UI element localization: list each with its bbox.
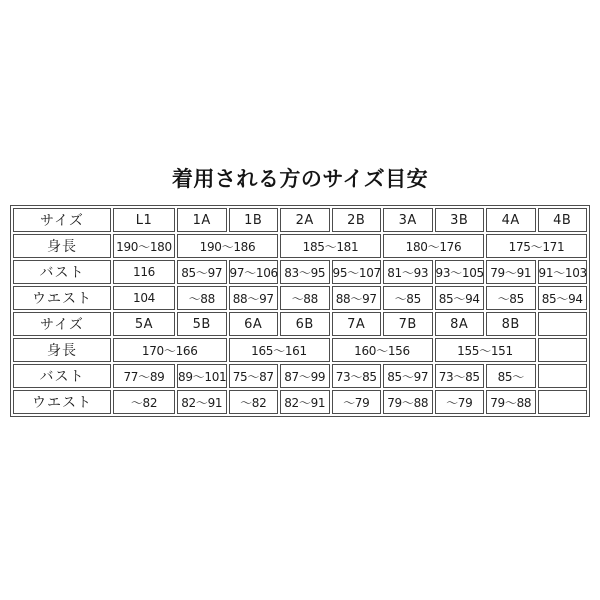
value-cell: 73〜85: [332, 364, 382, 388]
value-cell: 97〜106: [229, 260, 279, 284]
value-cell: 79〜88: [383, 390, 433, 414]
value-cell: 170〜166: [113, 338, 227, 362]
value-cell: 85〜97: [177, 260, 227, 284]
size-cell: 3B: [435, 208, 485, 232]
value-cell: 155〜151: [435, 338, 536, 362]
size-cell: 1A: [177, 208, 227, 232]
table-row-bust-upper: [13, 260, 587, 284]
page-title: 着用される方のサイズ目安: [171, 167, 429, 191]
size-cell: 7A: [332, 312, 382, 336]
size-cell: 2A: [280, 208, 330, 232]
value-cell: 79〜88: [486, 390, 536, 414]
value-cell: 〜88: [177, 286, 227, 310]
size-cell: 6B: [280, 312, 330, 336]
row-label-waist: ウエスト: [13, 286, 111, 310]
value-cell: 180〜176: [383, 234, 484, 258]
size-cell: 6A: [229, 312, 279, 336]
table-row-size-lower: [13, 312, 587, 336]
size-cell: 1B: [229, 208, 279, 232]
value-cell: 〜82: [229, 390, 279, 414]
empty-cell: [538, 390, 588, 414]
size-cell: 7B: [383, 312, 433, 336]
value-cell: 88〜97: [229, 286, 279, 310]
value-cell: 79〜91: [486, 260, 536, 284]
value-cell: 87〜99: [280, 364, 330, 388]
value-cell: 85〜97: [383, 364, 433, 388]
value-cell: 82〜91: [280, 390, 330, 414]
size-cell: 4A: [486, 208, 536, 232]
row-label-bust: バスト: [13, 260, 111, 284]
value-cell: 89〜101: [177, 364, 227, 388]
table-row-height-lower: [13, 338, 587, 362]
value-cell: 〜85: [486, 286, 536, 310]
value-cell: 77〜89: [113, 364, 175, 388]
value-cell: 160〜156: [332, 338, 433, 362]
value-cell: 104: [113, 286, 175, 310]
row-label-size: サイズ: [13, 208, 111, 232]
size-cell: 4B: [538, 208, 588, 232]
value-cell: 〜79: [435, 390, 485, 414]
value-cell: 185〜181: [280, 234, 381, 258]
empty-cell: [538, 338, 588, 362]
value-cell: 116: [113, 260, 175, 284]
value-cell: 〜88: [280, 286, 330, 310]
value-cell: 190〜186: [177, 234, 278, 258]
size-cell: 3A: [383, 208, 433, 232]
value-cell: 〜85: [383, 286, 433, 310]
size-cell: 2B: [332, 208, 382, 232]
size-cell: 8A: [435, 312, 485, 336]
row-label-height: 身長: [13, 234, 111, 258]
value-cell: 85〜94: [538, 286, 588, 310]
row-label-bust: バスト: [13, 364, 111, 388]
value-cell: 85〜94: [435, 286, 485, 310]
empty-cell: [538, 364, 588, 388]
value-cell: 85〜: [486, 364, 536, 388]
table-row-height-upper: [13, 234, 587, 258]
value-cell: 〜82: [113, 390, 175, 414]
size-guide-table: [10, 205, 590, 417]
value-cell: 82〜91: [177, 390, 227, 414]
size-cell: 5A: [113, 312, 175, 336]
value-cell: 83〜95: [280, 260, 330, 284]
value-cell: 〜79: [332, 390, 382, 414]
value-cell: 73〜85: [435, 364, 485, 388]
value-cell: 75〜87: [229, 364, 279, 388]
value-cell: 93〜105: [435, 260, 485, 284]
empty-cell: [538, 312, 588, 336]
value-cell: 190〜180: [113, 234, 175, 258]
value-cell: 91〜103: [538, 260, 588, 284]
value-cell: 175〜171: [486, 234, 587, 258]
table-row-bust-lower: [13, 364, 587, 388]
row-label-waist: ウエスト: [13, 390, 111, 414]
row-label-height: 身長: [13, 338, 111, 362]
size-cell: 8B: [486, 312, 536, 336]
size-cell: 5B: [177, 312, 227, 336]
value-cell: 165〜161: [229, 338, 330, 362]
value-cell: 95〜107: [332, 260, 382, 284]
table-row-waist-upper: [13, 286, 587, 310]
row-label-size: サイズ: [13, 312, 111, 336]
value-cell: 88〜97: [332, 286, 382, 310]
size-cell: L1: [113, 208, 175, 232]
table-row-size-upper: [13, 208, 587, 232]
table-row-waist-lower: [13, 390, 587, 414]
value-cell: 81〜93: [383, 260, 433, 284]
